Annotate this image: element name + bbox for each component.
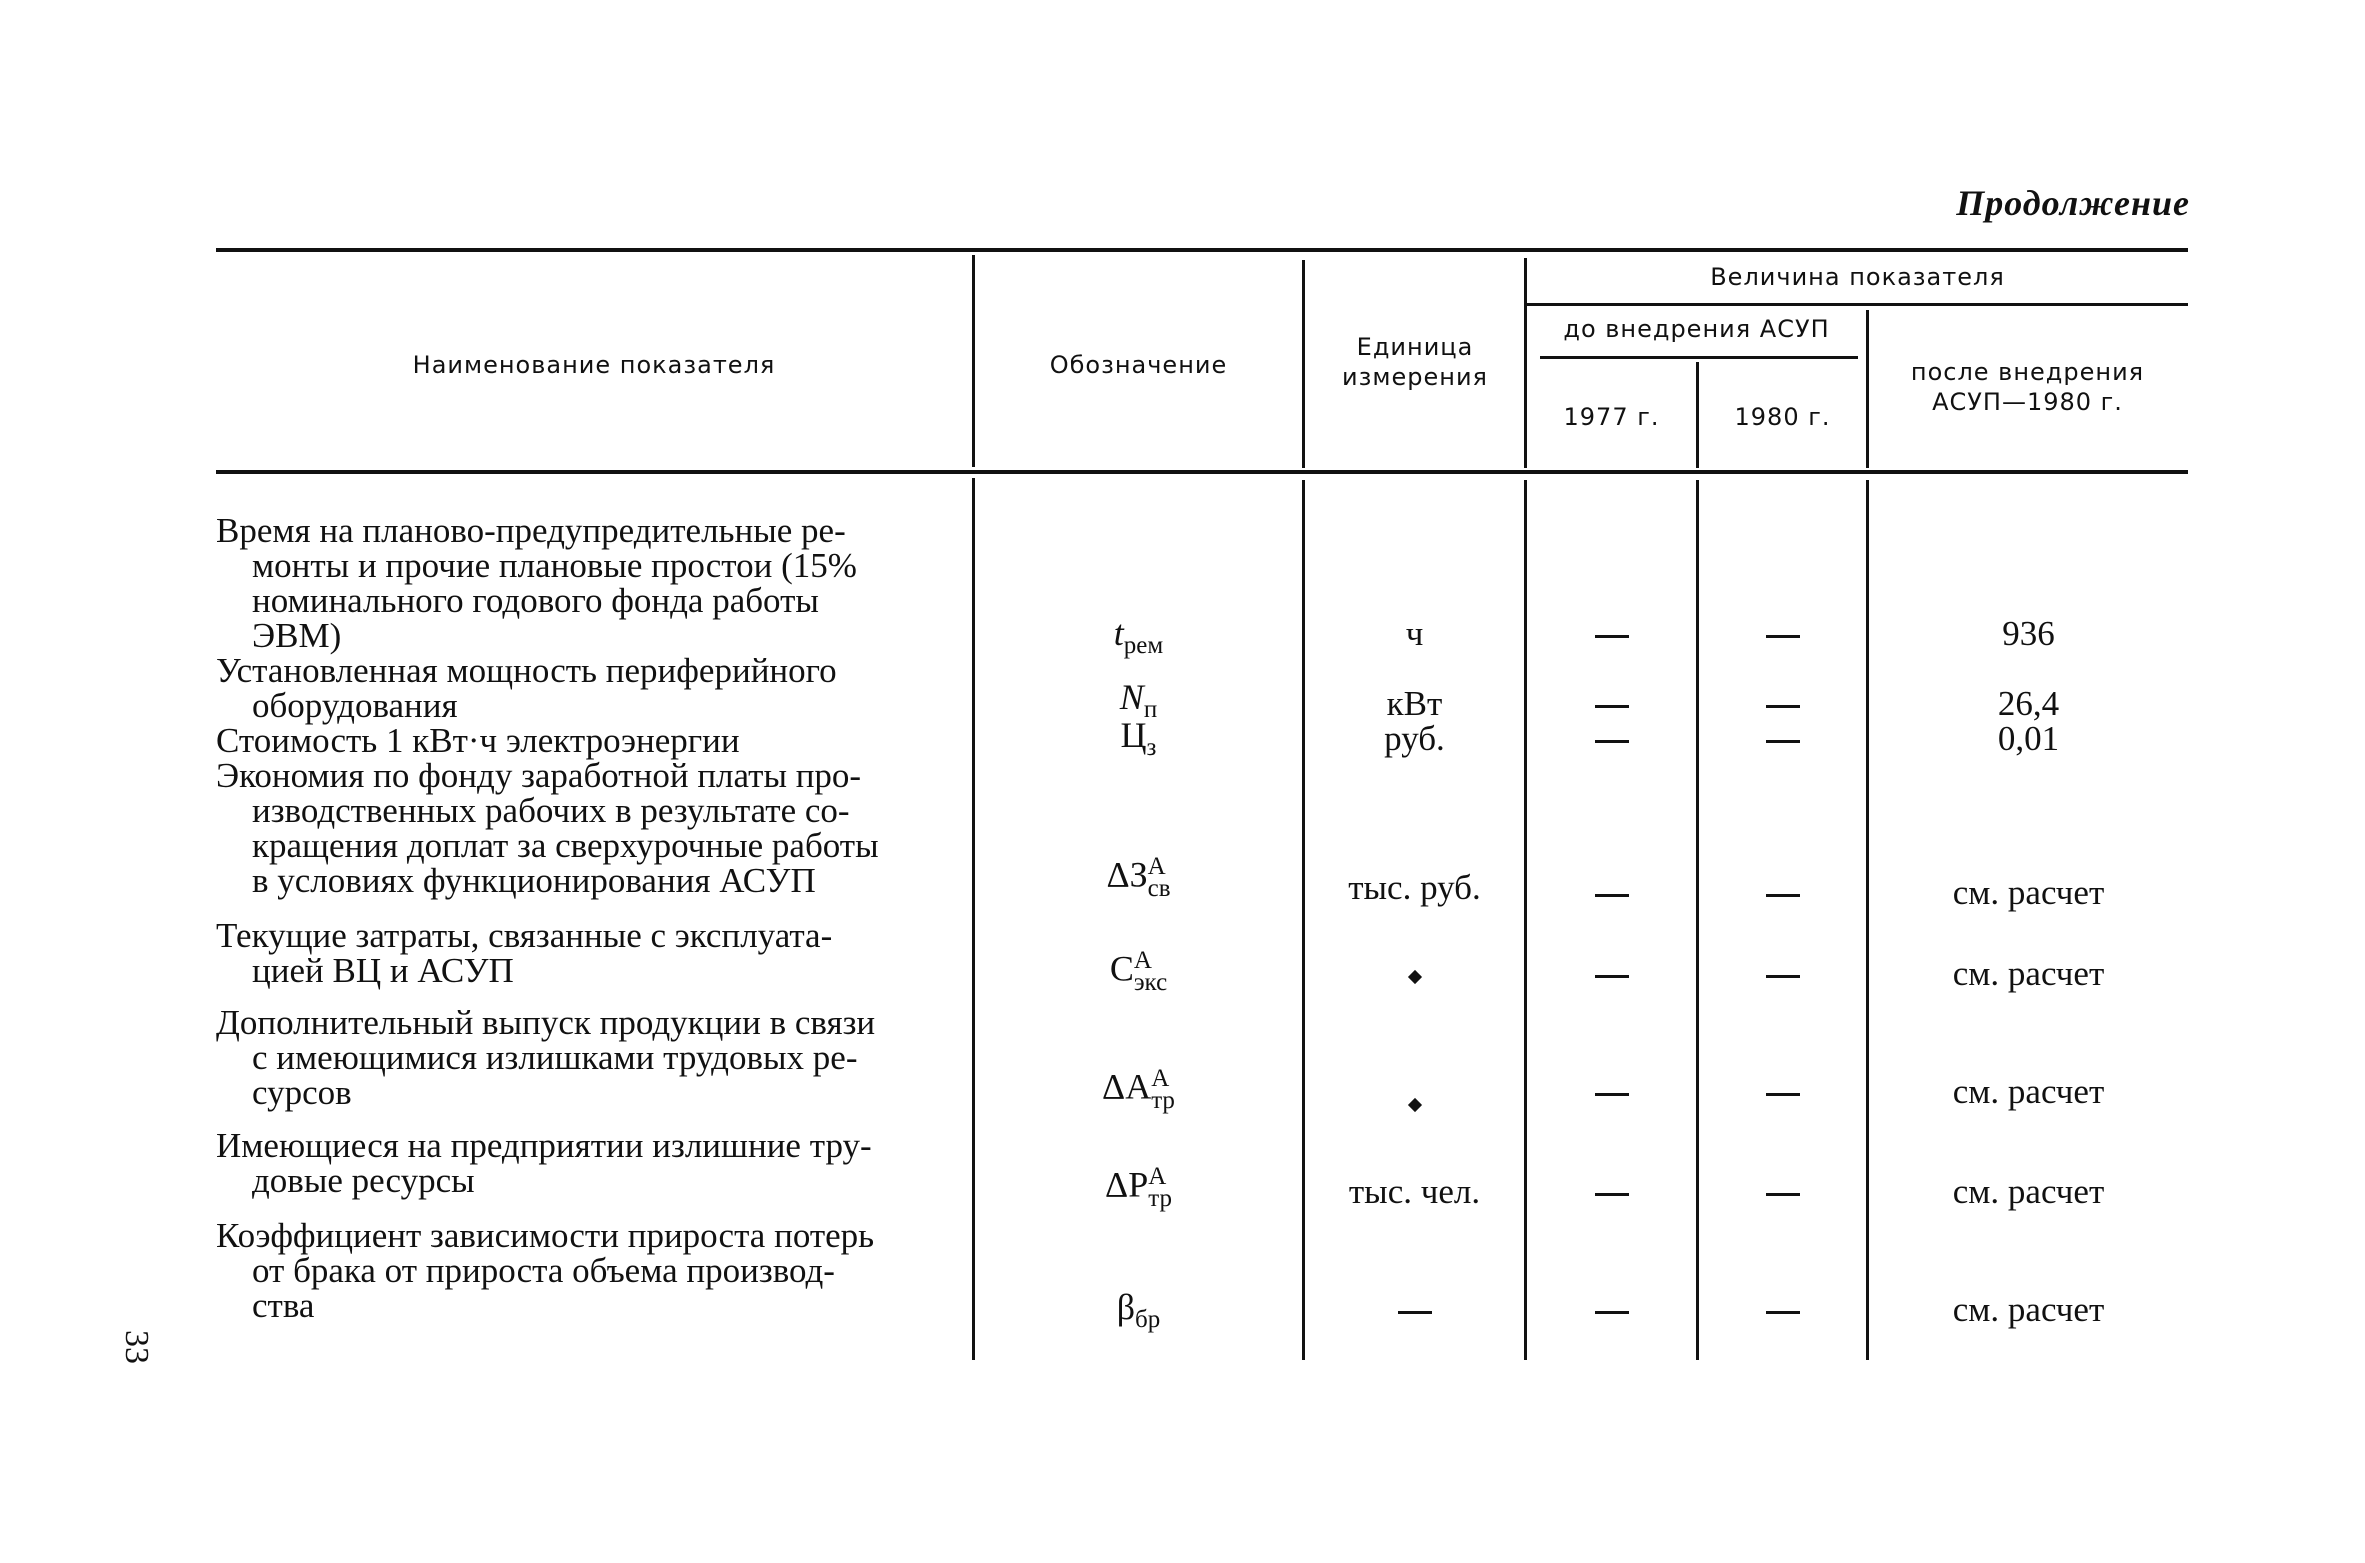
- row-name: Текущие затраты, связанные с эксплуата- цией ВЦ и АСУП: [216, 916, 833, 990]
- row-symbol: С А экс: [1109, 947, 1168, 996]
- before-group-rule: [1540, 356, 1858, 359]
- row-1980: [1699, 721, 1866, 756]
- row-unit: тыс. руб.: [1348, 868, 1481, 907]
- row-symbol: $Ц_з$: [1120, 715, 1157, 762]
- col-rule-4-body: [1696, 480, 1699, 1360]
- row-after: см. расчет: [1952, 873, 2105, 912]
- row-symbol: ΔЗ А св: [1106, 853, 1171, 902]
- row-1977: [1527, 1174, 1696, 1209]
- dash-1977: [1595, 705, 1629, 708]
- row-1977: [1527, 956, 1696, 991]
- row-name: Экономия по фонду заработной платы про- изводственных рабочих в результате со- кращения доплат за сверхурочные работы в условиях функционирования АСУП: [216, 756, 879, 900]
- row-name: Установленная мощность периферийного оборудования: [216, 651, 837, 725]
- row-1980: [1699, 1174, 1866, 1209]
- row-symbol: $N_п$: [1119, 677, 1158, 724]
- row-name: Дополнительный выпуск продукции в связи с имеющимися излишками трудовых ре- сурсов: [216, 1003, 876, 1112]
- row-after: см. расчет: [1952, 954, 2105, 993]
- header-value-group: Величина показателя: [1710, 263, 2005, 291]
- ditto-mark-icon: [1407, 1098, 1421, 1112]
- row-unit: кВт: [1386, 684, 1443, 723]
- dash-1980: [1766, 975, 1800, 978]
- header-symbol: Обозначение: [1049, 351, 1228, 379]
- dash-1980: [1766, 1311, 1800, 1314]
- row-name: Стоимость 1 кВт·ч электроэнергии: [216, 721, 740, 760]
- header-bottom-rule: [216, 470, 2188, 474]
- header-1977: 1977 г.: [1563, 403, 1660, 431]
- row-name: Коэффициент зависимости прироста потерь от брака от прироста объема производ- ства: [216, 1216, 875, 1325]
- row-symbol: ΔА А тр: [1102, 1065, 1175, 1114]
- row-after: см. расчет: [1952, 1290, 2105, 1329]
- row-after: см. расчет: [1952, 1172, 2105, 1211]
- dash-1980: [1766, 740, 1800, 743]
- dash-1980: [1766, 635, 1800, 638]
- row-symbol: $\beta_{бр}$: [1116, 1287, 1161, 1334]
- dash-1977: [1595, 1093, 1629, 1096]
- col-rule-2-body: [1302, 480, 1305, 1360]
- header-after: после внедрения АСУП—1980 г.: [1910, 358, 2145, 416]
- row-after: 26,4: [1997, 684, 2060, 723]
- row-unit: [1305, 1084, 1524, 1119]
- header-name: Наименование показателя: [412, 351, 776, 379]
- row-1980: [1699, 1292, 1866, 1327]
- row-name: Имеющиеся на предприятии излишние тру- довые ресурсы: [216, 1126, 872, 1200]
- dash-1980: [1766, 1093, 1800, 1096]
- col-rule-3-body: [1524, 480, 1527, 1360]
- row-unit: [1305, 956, 1524, 991]
- row-1977: [1527, 616, 1696, 651]
- row-unit: тыс. чел.: [1348, 1172, 1481, 1211]
- col-rule-5-body: [1866, 480, 1869, 1360]
- dash-1977: [1595, 1193, 1629, 1196]
- continuation-label: Продолжение: [1956, 183, 2190, 223]
- row-unit: ч: [1405, 614, 1424, 653]
- row-1980: [1699, 616, 1866, 651]
- dash-1980: [1766, 705, 1800, 708]
- dash-1977: [1595, 894, 1629, 897]
- dash-1977: [1595, 740, 1629, 743]
- col-rule-5-header: [1866, 310, 1869, 468]
- row-1980: [1699, 956, 1866, 991]
- row-unit: руб.: [1384, 719, 1445, 758]
- row-1977: [1527, 875, 1696, 910]
- row-after: 0,01: [1997, 719, 2060, 758]
- row-unit: [1305, 1292, 1524, 1327]
- col-rule-1-body: [972, 478, 975, 1360]
- dash-1977: [1595, 975, 1629, 978]
- row-after: 936: [2002, 614, 2055, 653]
- value-group-rule: [1525, 303, 2188, 306]
- row-after: см. расчет: [1952, 1072, 2105, 1111]
- row-name: Время на планово-предупредительные ре- монты и прочие плановые простои (15% номинального годового фонда работы ЭВМ): [216, 511, 857, 655]
- dash-1980: [1766, 894, 1800, 897]
- ditto-mark-icon: [1407, 970, 1421, 984]
- row-1977: [1527, 1074, 1696, 1109]
- dash-unit: [1398, 1311, 1432, 1314]
- row-1980: [1699, 1074, 1866, 1109]
- header-unit: Единица измерения: [1342, 333, 1488, 391]
- dash-1980: [1766, 1193, 1800, 1196]
- col-rule-2-header: [1302, 260, 1305, 468]
- dash-1977: [1595, 635, 1629, 638]
- row-1977: [1527, 721, 1696, 756]
- row-1980: [1699, 686, 1866, 721]
- header-1980: 1980 г.: [1734, 403, 1831, 431]
- header-before: до внедрения АСУП: [1563, 315, 1830, 343]
- row-symbol: ΔР А тр: [1105, 1163, 1172, 1212]
- row-1980: [1699, 875, 1866, 910]
- dash-1977: [1595, 1311, 1629, 1314]
- row-1977: [1527, 686, 1696, 721]
- page-number: 33: [118, 1330, 155, 1364]
- row-symbol: $t_{рем}$: [1113, 613, 1164, 660]
- table-top-rule: [216, 248, 2188, 252]
- row-1977: [1527, 1292, 1696, 1327]
